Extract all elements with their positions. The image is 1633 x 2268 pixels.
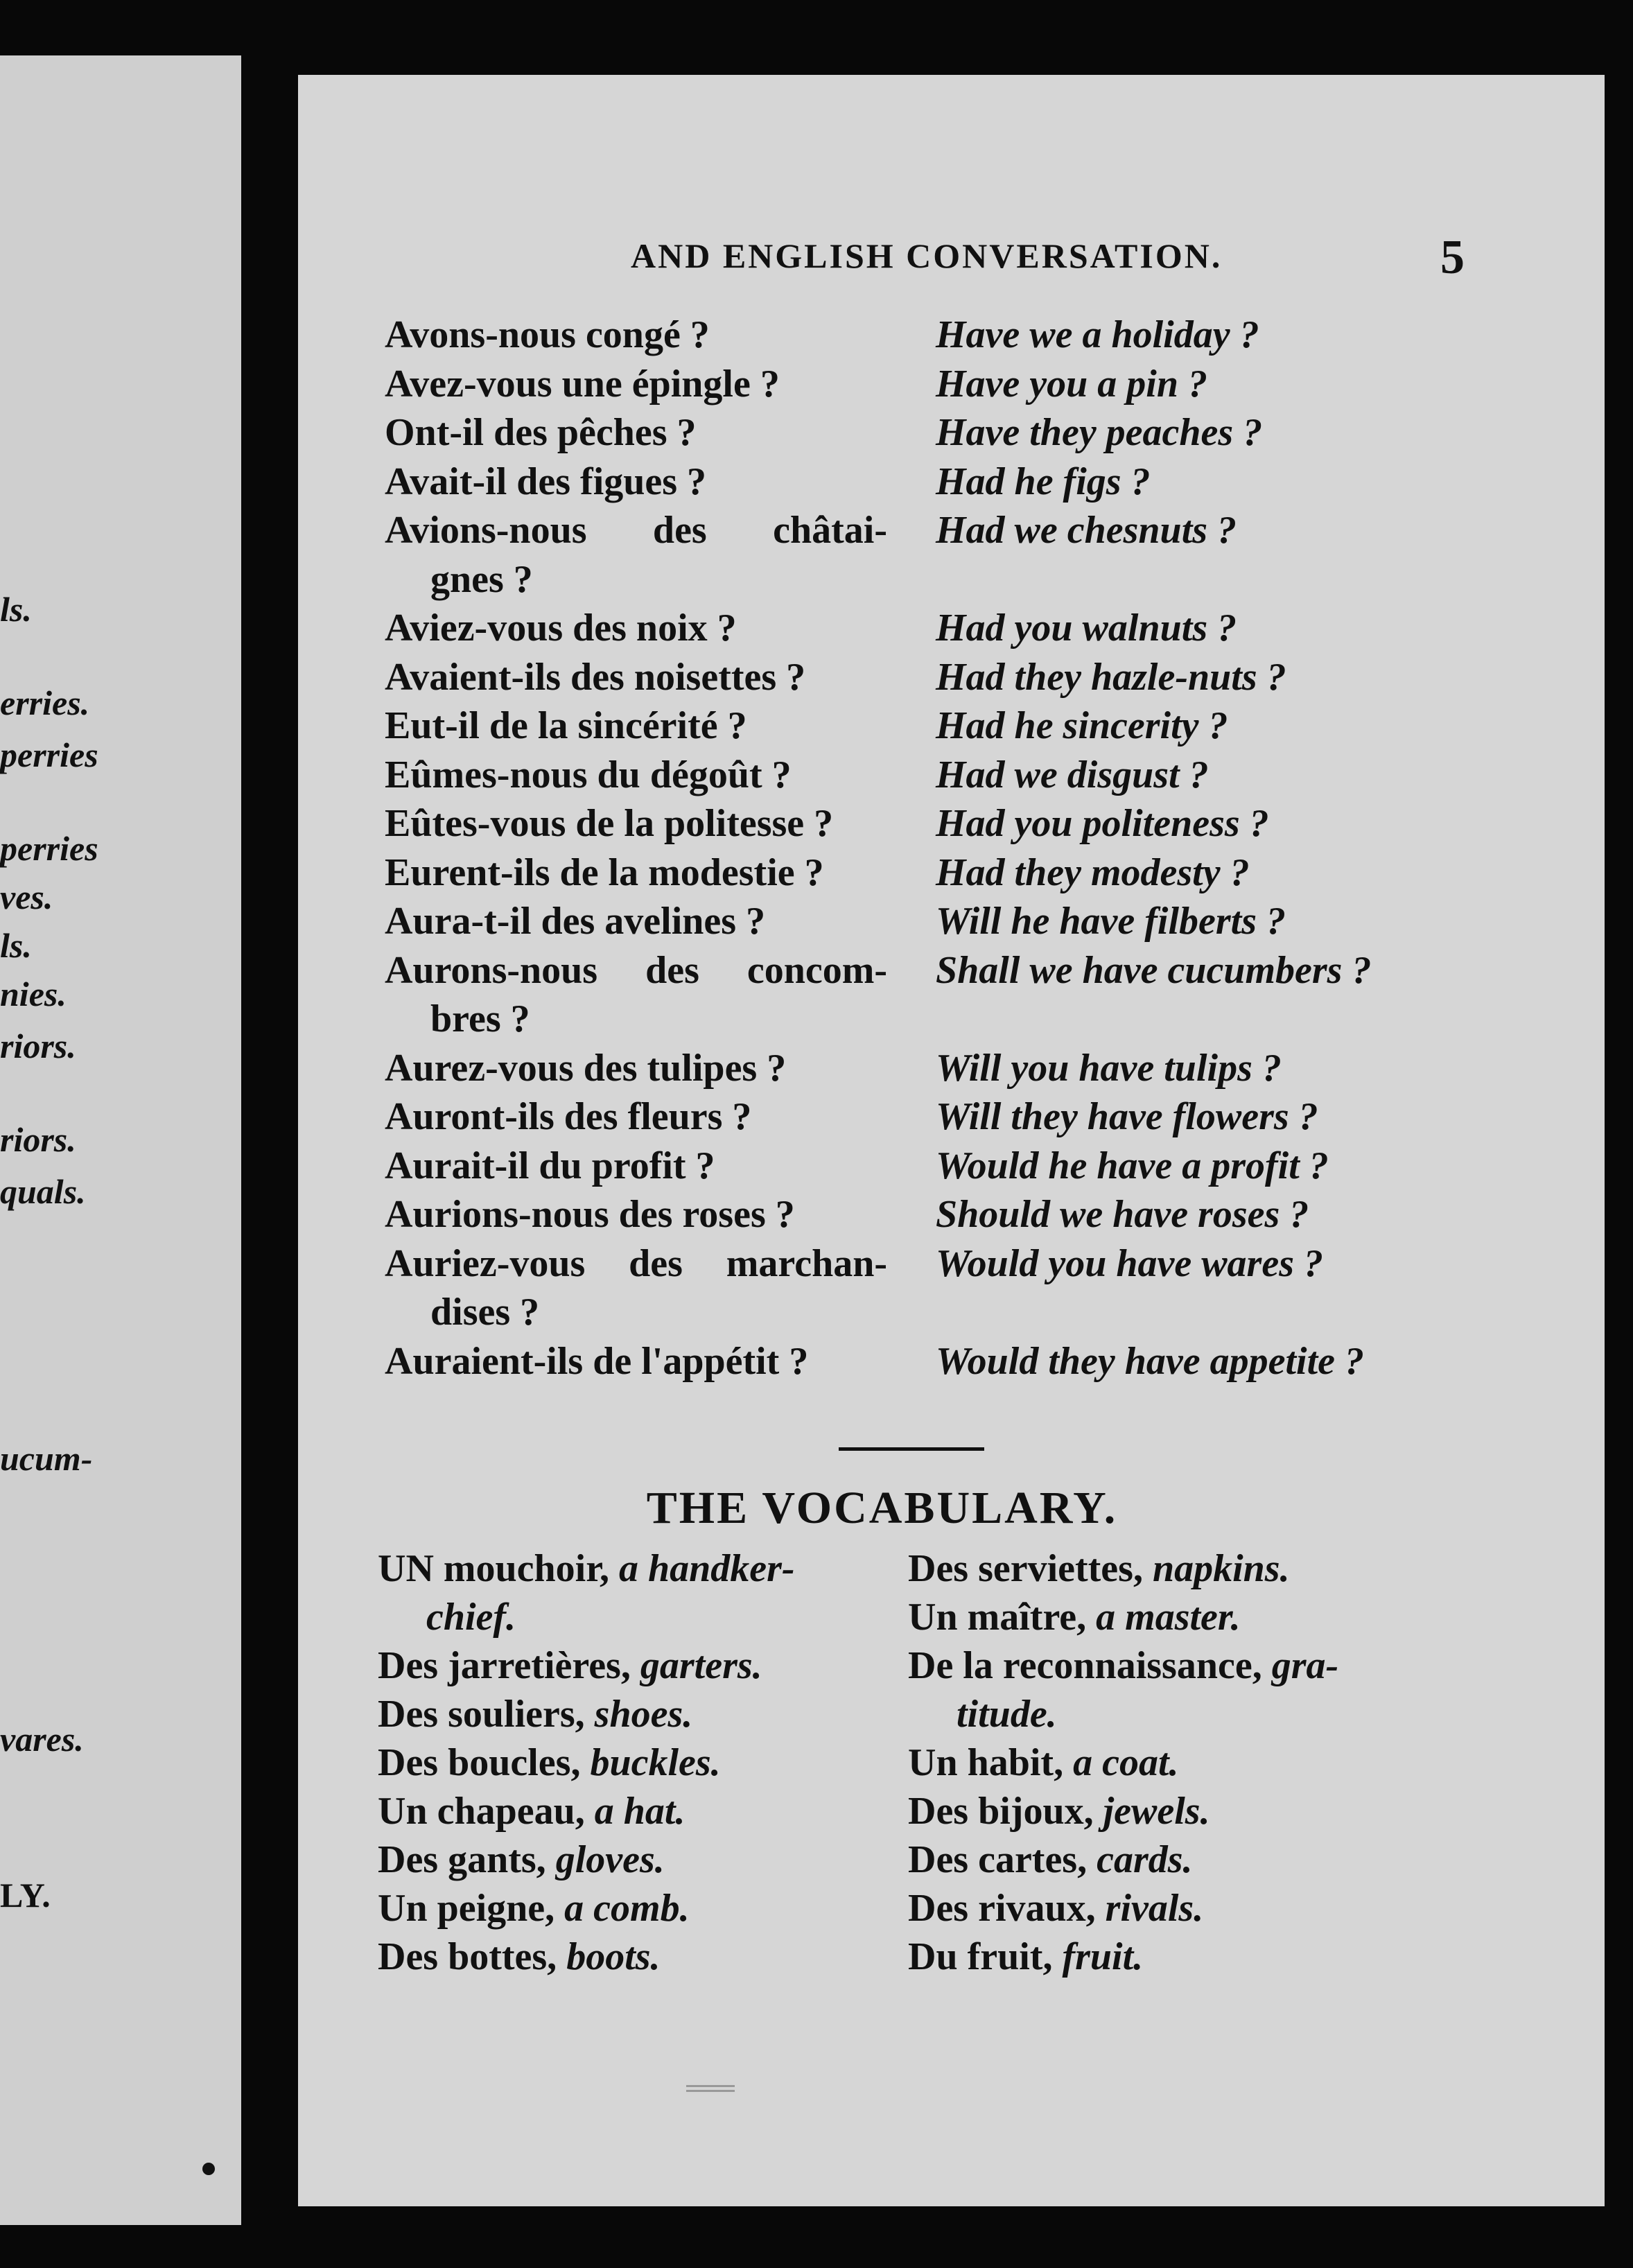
french-question-line: Aurons-nous des concom- <box>385 948 887 992</box>
french-question-line: bres ? <box>430 997 530 1040</box>
left-page-fragment: nies. <box>0 975 67 1013</box>
french-question-line: Avons-nous congé ? <box>385 313 710 356</box>
vocabulary-entry <box>908 1641 1476 1690</box>
english-question-line: Have you a pin ? <box>936 362 1207 405</box>
vocabulary-heading: THE VOCABULARY. <box>646 1483 1118 1533</box>
french-questions-column <box>385 311 887 1386</box>
english-question-line: Shall we have cucumbers ? <box>936 948 1372 992</box>
english-question-line: Had they modesty ? <box>936 850 1250 894</box>
french-question-line: Eûmes-nous du dégoût ? <box>385 753 792 796</box>
vocabulary-french: Des serviettes, <box>908 1547 1143 1590</box>
vocabulary-french: Un peigne, <box>378 1887 555 1930</box>
english-question-line: Had they hazle-nuts ? <box>936 655 1286 699</box>
vocabulary-english: a handker- <box>618 1547 795 1590</box>
vocabulary-french: De la reconnaissance, <box>908 1644 1262 1687</box>
english-question-line: Had he figs ? <box>936 460 1151 503</box>
vocabulary-entry <box>378 1738 863 1787</box>
english-question-line: Had we disgust ? <box>936 753 1209 796</box>
vocabulary-entry <box>378 1690 863 1738</box>
french-question-line: Auront-ils des fleurs ? <box>385 1095 752 1138</box>
vocabulary-english: a master. <box>1096 1596 1241 1639</box>
vocabulary-entry <box>378 1544 863 1593</box>
english-question-line: Had you politeness ? <box>936 802 1269 845</box>
vocabulary-french: Des souliers, <box>378 1693 585 1736</box>
vocabulary-french: Un habit, <box>908 1741 1064 1784</box>
vocabulary-entry <box>908 1787 1476 1835</box>
vocabulary-english: shoes. <box>594 1693 693 1736</box>
vocabulary-english: a hat. <box>594 1790 685 1833</box>
french-question-line: Ont-il des pêches ? <box>385 411 697 454</box>
vocabulary-entry <box>908 1933 1476 1981</box>
vocabulary-entry <box>908 1544 1476 1593</box>
vocabulary-english: napkins. <box>1152 1547 1290 1590</box>
english-question-line: Had we chesnuts ? <box>936 509 1237 552</box>
left-page-fragment: erries. <box>0 683 90 722</box>
english-question-line: Would they have appetite ? <box>936 1339 1364 1383</box>
vocabulary-english: titude. <box>957 1693 1057 1736</box>
english-question-line <box>936 555 1462 604</box>
vocabulary-left-column <box>378 1544 863 1981</box>
vocabulary-english: a comb. <box>564 1887 690 1930</box>
book-page <box>298 75 1605 2206</box>
english-questions-column <box>936 311 1462 1386</box>
vocabulary-french: Un chapeau, <box>378 1790 585 1833</box>
left-page-fragment: perries <box>0 735 98 774</box>
vocabulary-entry <box>378 1641 863 1690</box>
vocabulary-entry <box>908 1593 1476 1641</box>
vocabulary-french: Un maître, <box>908 1596 1087 1639</box>
vocabulary-english: chief. <box>426 1596 516 1639</box>
vocabulary-english: boots. <box>566 1935 661 1978</box>
section-rule <box>839 1447 984 1451</box>
vocabulary-french: Des rivaux, <box>908 1887 1096 1930</box>
french-question-line: Aviez-vous des noix ? <box>385 607 737 649</box>
vocabulary-french: Des boucles, <box>378 1741 581 1784</box>
french-question-line: Auraient-ils de l'appétit ? <box>385 1339 809 1383</box>
english-question-line: Should we have roses ? <box>936 1193 1309 1236</box>
french-question-line: Avaient-ils des noisettes ? <box>385 655 806 699</box>
vocabulary-english: fruit. <box>1062 1935 1144 1978</box>
vocabulary-entry <box>908 1690 1476 1738</box>
french-question-line: Auriez-vous des marchan- <box>385 1241 887 1285</box>
vocabulary-english: jewels. <box>1103 1790 1210 1833</box>
vocabulary-right-column <box>908 1544 1476 1981</box>
left-page-fragment: quals. <box>0 1172 86 1211</box>
french-question-line: Eurent-ils de la modestie ? <box>385 850 824 894</box>
vocabulary-french: Des bijoux, <box>908 1790 1094 1833</box>
english-question-line: Have we a holiday ? <box>936 313 1259 356</box>
vocabulary-english: a coat. <box>1073 1741 1179 1784</box>
french-question-line: Aurez-vous des tulipes ? <box>385 1046 787 1090</box>
vocabulary-french: Des cartes, <box>908 1838 1088 1881</box>
vocabulary-french: Des jarretières, <box>378 1644 631 1687</box>
vocabulary-entry <box>378 1787 863 1835</box>
vocabulary-entry <box>908 1884 1476 1933</box>
left-page-fragment: ls. <box>0 926 32 965</box>
french-question-line: Aurions-nous des roses ? <box>385 1193 795 1236</box>
french-question-line: Aurait-il du profit ? <box>385 1144 715 1187</box>
french-question-line: Eut-il de la sincérité ? <box>385 704 747 747</box>
english-question-line: Will they have flowers ? <box>936 1095 1318 1138</box>
english-question-line <box>936 995 1462 1044</box>
vocabulary-english: buckles. <box>590 1741 721 1784</box>
ink-dot <box>202 2163 215 2175</box>
vocabulary-entry <box>378 1593 863 1641</box>
left-page-fragment: LY. <box>0 1876 51 1914</box>
left-page-fragment: perries <box>0 829 98 868</box>
vocabulary-english: rivals. <box>1105 1887 1204 1930</box>
vocabulary-french: UN mouchoir, <box>378 1547 609 1590</box>
left-page-fragment: riors. <box>0 1027 76 1065</box>
english-question-line: Will you have tulips ? <box>936 1046 1282 1090</box>
vocabulary-entry <box>378 1884 863 1933</box>
vocabulary-english: gra- <box>1271 1644 1339 1687</box>
french-question-line: Eûtes-vous de la politesse ? <box>385 802 834 845</box>
left-page-fragment: ls. <box>0 590 32 629</box>
english-question-line: Would you have wares ? <box>936 1241 1323 1285</box>
english-question-line: Have they peaches ? <box>936 411 1263 454</box>
french-question-line: dises ? <box>430 1291 540 1334</box>
french-question-line: Avions-nous des châtai- <box>385 509 887 552</box>
left-page-fragment: vares. <box>0 1720 84 1759</box>
vocabulary-entry <box>378 1933 863 1981</box>
english-question-line: Had you walnuts ? <box>936 607 1237 649</box>
vocabulary-entry <box>378 1835 863 1884</box>
english-question-line: Would he have a profit ? <box>936 1144 1329 1187</box>
running-head <box>298 231 1605 291</box>
vocabulary-french: Des bottes, <box>378 1935 557 1978</box>
left-page-fragment: ves. <box>0 878 53 916</box>
french-question-line: Avait-il des figues ? <box>385 460 707 503</box>
printer-mark <box>686 2085 735 2092</box>
vocabulary-english: garters. <box>640 1644 762 1687</box>
english-question-line: Had he sincerity ? <box>936 704 1228 747</box>
vocabulary-french: Du fruit, <box>908 1935 1053 1978</box>
vocabulary-english: cards. <box>1097 1838 1193 1881</box>
vocabulary-english: gloves. <box>555 1838 665 1881</box>
french-question-line: Aura-t-il des avelines ? <box>385 900 766 943</box>
french-question-line: Avez-vous une épingle ? <box>385 362 780 405</box>
english-question-line: Will he have filberts ? <box>936 900 1286 943</box>
vocabulary-entry <box>908 1835 1476 1884</box>
english-question-line <box>936 1288 1462 1337</box>
left-page-fragment: ucum- <box>0 1439 93 1478</box>
vocabulary-entry <box>908 1738 1476 1787</box>
page-number: 5 <box>1440 231 1465 284</box>
french-question-line: gnes ? <box>430 557 533 601</box>
vocabulary-french: Des gants, <box>378 1838 546 1881</box>
left-page-fragment: riors. <box>0 1120 76 1159</box>
previous-page-edge <box>0 55 241 2225</box>
running-title: AND ENGLISH CONVERSATION. <box>631 236 1223 275</box>
